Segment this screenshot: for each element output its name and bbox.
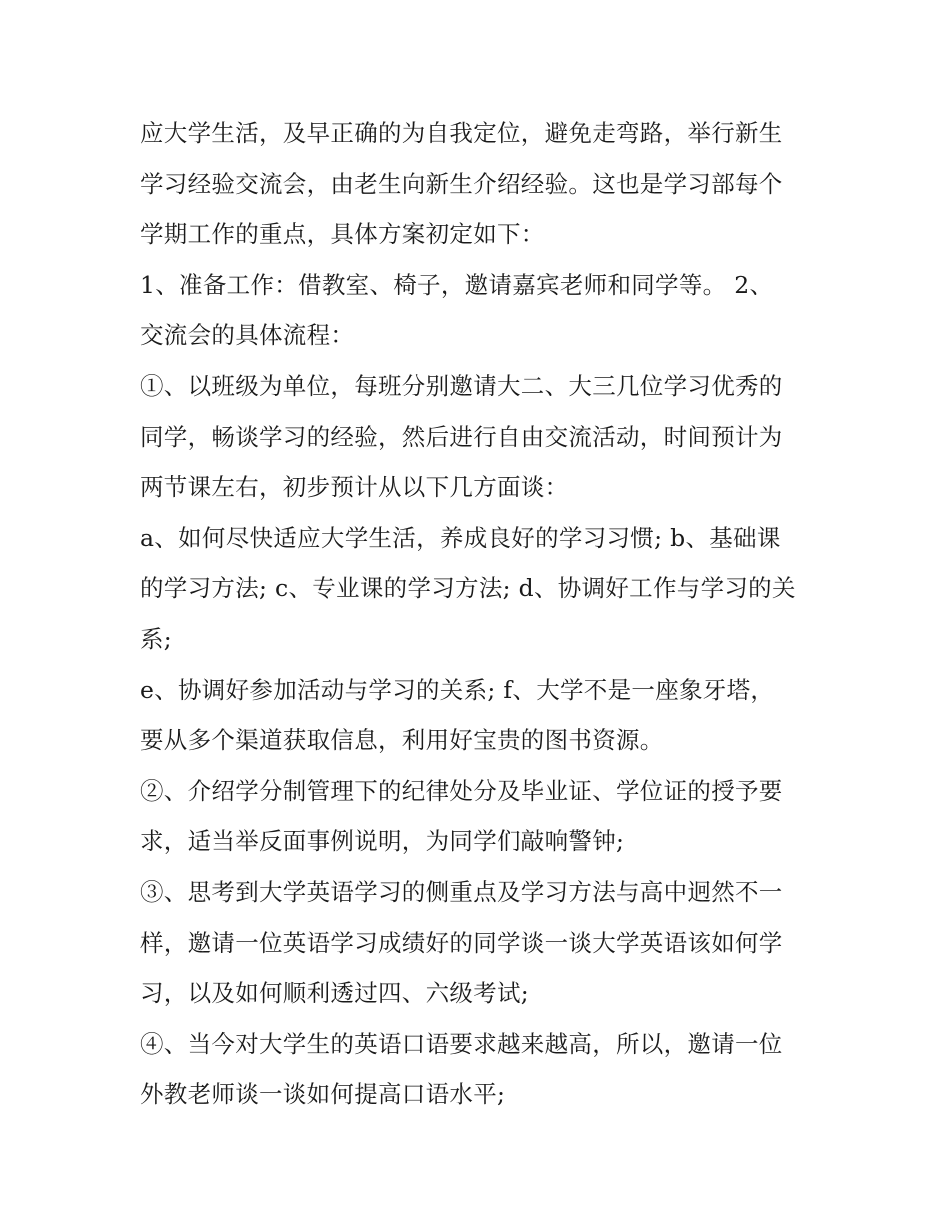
text-line: 同学，畅谈学习的经验，然后进行自由交流活动，时间预计为 xyxy=(140,422,783,451)
text-line: 求，适当举反面事例说明，为同学们敲响警钟; xyxy=(140,827,625,856)
text-line: 的学习方法; c、专业课的学习方法; d、协调好工作与学习的关 xyxy=(140,574,796,603)
text-line: a、如何尽快适应大学生活，养成良好的学习习惯; b、基础课 xyxy=(140,523,781,552)
text-line: 应大学生活，及早正确的为自我定位，避免走弯路，举行新生 xyxy=(140,119,783,147)
text-line: ④、当今对大学生的英语口语要求越来越高，所以，邀请一位 xyxy=(140,1029,783,1058)
text-line: 样，邀请一位英语学习成绩好的同学谈一谈大学英语该如何学 xyxy=(140,928,783,957)
text-line: e、协调好参加活动与学习的关系; f、大学不是一座象牙塔， xyxy=(140,675,775,704)
text-line: 外教老师谈一谈如何提高口语水平; xyxy=(140,1080,506,1109)
text-line: 学期工作的重点，具体方案初定如下： xyxy=(140,220,545,249)
text-line: 系; xyxy=(140,624,173,653)
text-line: 交流会的具体流程： xyxy=(140,321,355,350)
text-line: 学习经验交流会，由老生向新生介绍经验。这也是学习部每个 xyxy=(140,169,783,198)
text-line: 要从多个渠道获取信息，利用好宝贵的图书资源。 xyxy=(140,726,664,755)
text-line: 1、准备工作：借教室、椅子，邀请嘉宾老师和同学等。 2、 xyxy=(140,270,774,299)
text-line: ①、以班级为单位，每班分别邀请大二、大三几位学习优秀的 xyxy=(140,371,783,400)
text-line: 习，以及如何顺利透过四、六级考试; xyxy=(140,979,530,1008)
text-line: ②、介绍学分制管理下的纪律处分及毕业证、学位证的授予要 xyxy=(140,776,783,805)
document-body xyxy=(140,108,820,1120)
text-line: 两节课左右，初步预计从以下几方面谈： xyxy=(140,473,569,502)
text-line: ③、思考到大学英语学习的侧重点及学习方法与高中迥然不一 xyxy=(140,877,783,906)
